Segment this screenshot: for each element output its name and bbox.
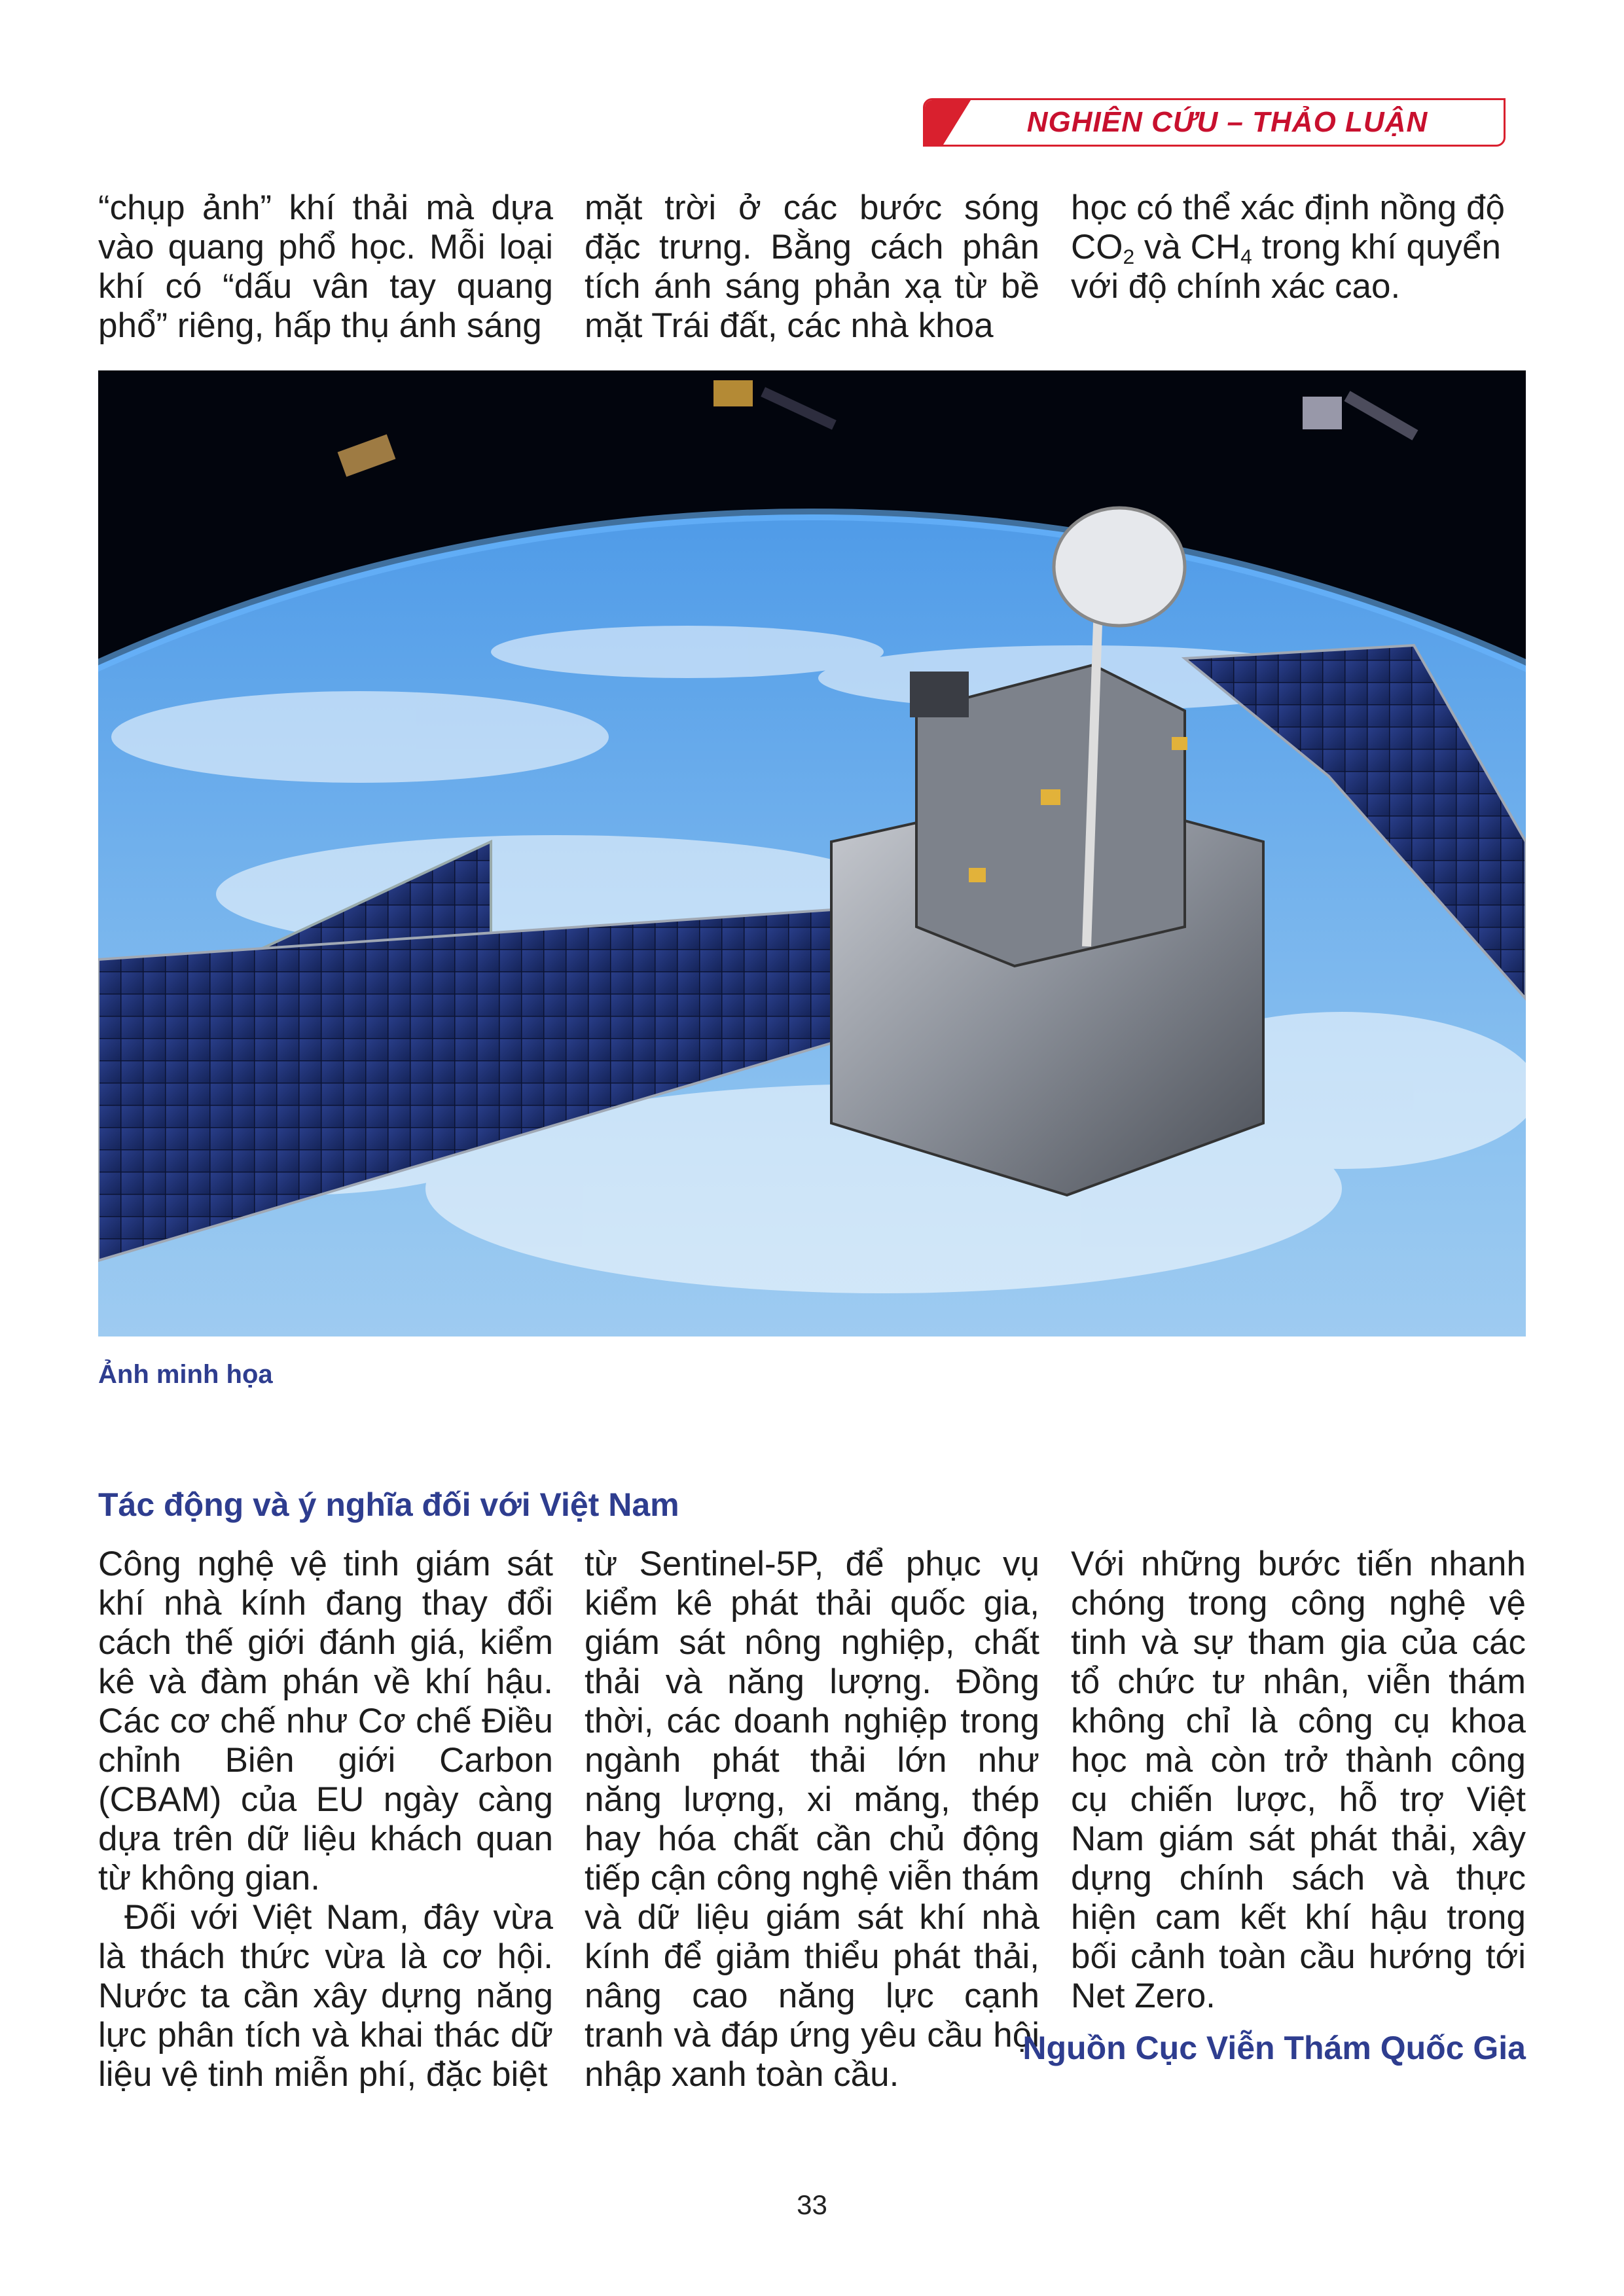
body-column-3-text: Với những bước tiến nhanh chóng trong công nghệ vệ tinh và sự tham gia của các tổ chức tư nhân, viễn thám không chỉ là công cụ khoa học mà còn trở thành công cụ chiến lược, hỗ trợ Việt Nam giám sát phát thải, xây dựng chính sách và thực hiện cam kết khí hậu trong bối cảnh toàn cầu hướng tới Net Zero. bbox=[1071, 1545, 1526, 2015]
ch4-subscript: 4 bbox=[1240, 244, 1252, 268]
intro-column-1 bbox=[98, 188, 553, 346]
intro-column-1-text: “chụp ảnh” khí thải mà dựa vào quang phổ học. Mỗi loại khí có “dấu vân tay quang phổ” riêng, hấp thụ ánh sáng bbox=[98, 188, 553, 345]
co2-subscript: 2 bbox=[1123, 244, 1135, 268]
section-heading: Tác động và ý nghĩa đối với Việt Nam bbox=[98, 1486, 679, 1523]
figure-caption: Ảnh minh họa bbox=[98, 1360, 273, 1389]
intro-column-2 bbox=[585, 188, 1039, 346]
body-column-3 bbox=[1071, 1545, 1526, 2016]
col3-text-b: và CH bbox=[1134, 228, 1241, 266]
satellite-illustration bbox=[98, 370, 1526, 1336]
body-column-2-text: từ Sentinel-5P, để phục vụ kiểm kê phát thải quốc gia, giám sát nông nghiệp, chất thải và năng lượng. Đồng thời, các doanh nghiệp trong ngành phát thải lớn như năng lượng, xi măng, thép hay hóa chất cần chủ động tiếp cận công nghệ viễn thám và dữ liệu giám sát khí nhà kính để giảm thiểu phát thải, nâng cao năng lực cạnh tranh và đáp ứng yêu cầu hội nhập xanh toàn cầu. bbox=[585, 1545, 1039, 2094]
intro-column-3-text bbox=[1071, 188, 1526, 306]
body-column-2 bbox=[585, 1545, 1039, 2094]
body-column-1 bbox=[98, 1545, 553, 2094]
section-label: NGHIÊN CỨU – THẢO LUẬN bbox=[1026, 106, 1428, 138]
section-badge bbox=[923, 98, 1506, 147]
intro-column-2-text: mặt trời ở các bước sóng đặc trưng. Bằng cách phân tích ánh sáng phản xạ từ bề mặt Trái đất, các nhà khoa bbox=[585, 188, 1039, 345]
intro-column-3 bbox=[1071, 188, 1526, 306]
page-number: 33 bbox=[797, 2189, 827, 2220]
col3-text-c: trong khí quyển với độ chính xác cao. bbox=[1071, 228, 1501, 306]
body-column-1-paragraph-1: Công nghệ vệ tinh giám sát khí nhà kính đang thay đổi cách thế giới đánh giá, kiểm kê và đàm phán về khí hậu. Các cơ chế như Cơ chế Điều chỉnh Biên giới Carbon (CBAM) của EU ngày càng dựa trên dữ liệu khách quan từ không gian. bbox=[98, 1545, 553, 1897]
source-credit: Nguồn Cục Viễn Thám Quốc Gia bbox=[1022, 2030, 1526, 2066]
col3-text-a: học có thể xác định nồng độ CO bbox=[1071, 188, 1505, 266]
body-column-1-paragraph-2: Đối với Việt Nam, đây vừa là thách thức vừa là cơ hội. Nước ta cần xây dựng năng lực phân tích và khai thác dữ liệu vệ tinh miễn phí, đặc biệt bbox=[98, 1898, 553, 2094]
